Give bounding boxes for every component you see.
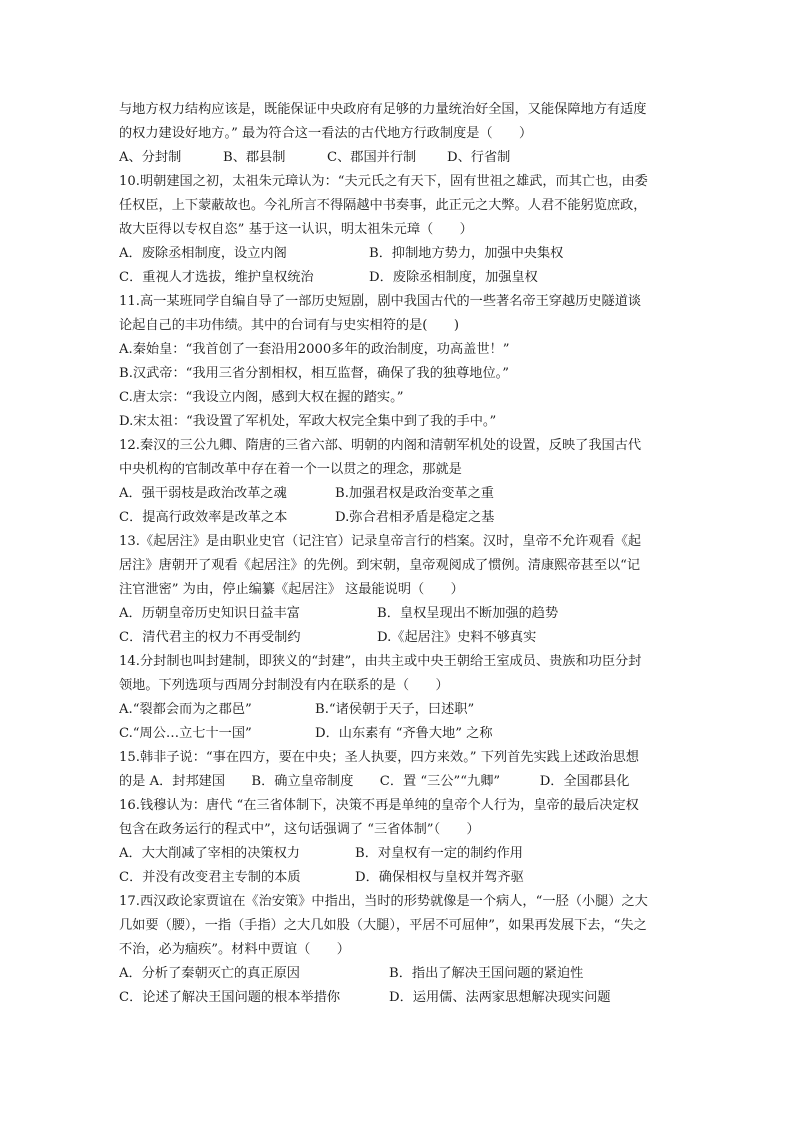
question-9	[119, 98, 679, 170]
question-list	[119, 98, 679, 1010]
option-b: B．皇权呈现出不断加强的趋势	[377, 606, 559, 621]
option-d: D.宋太祖：“我设置了军机处，军政大权完全集中到了我的手中。”	[119, 414, 497, 429]
question-11	[119, 290, 679, 434]
option-d: D.弥合君相矛盾是稳定之基	[335, 510, 495, 525]
option-d: D．山东素有 “齐鲁大地” 之称	[315, 726, 493, 741]
option-row	[119, 842, 679, 866]
option-a: A．强干弱枝是政治改革之魂	[119, 486, 287, 501]
question-text-line: 17.西汉政论家贾谊在《治安策》中指出，当时的形势就像是一个病人，“一胫（小腿）之大	[119, 894, 648, 909]
question-text-line: 包含在政务运行的程式中”，这句话强调了 “三省体制”（ ）	[119, 822, 480, 837]
option-row	[119, 698, 679, 722]
option-row	[119, 722, 679, 746]
option-c: C.唐太宗：“我设立内阁，感到大权在握的踏实。”	[119, 390, 404, 405]
option-c: C．并没有改变君主专制的本质	[119, 870, 301, 885]
question-text-line: 注官泄密” 为由，停止编纂《起居注》 这最能说明（ ）	[119, 582, 464, 597]
option-a: A．历朝皇帝历史知识日益丰富	[119, 606, 300, 621]
option-a: A、分封制	[119, 150, 182, 165]
question-text-line: 15.韩非子说：“事在四方，要在中央；圣人执要，四方来效。” 下列首先实践上述政治思想	[119, 750, 639, 765]
option-d: D.《起居注》史料不够真实	[377, 630, 537, 645]
option-b: B.汉武帝：“我用三省分割相权，相互监督，确保了我的独尊地位。”	[119, 366, 510, 381]
question-text-line: 领地。下列选项与西周分封制没有内在联系的是（ ）	[119, 678, 449, 693]
question-text-line: 任权臣，上下蒙蔽故也。今礼所言不得隔越中书奏事，此正元之大弊。人君不能躬览庶政，	[119, 198, 647, 213]
option-row	[119, 626, 679, 650]
option-b: B．对皇权有一定的制约作用	[355, 846, 523, 861]
question-text-line: 12.秦汉的三公九卿、隋唐的三省六部、明朝的内阁和清朝军机处的设置，反映了我国古代	[119, 438, 642, 453]
question-15	[119, 746, 679, 794]
question-14	[119, 650, 679, 746]
question-17	[119, 890, 679, 1010]
option-row	[119, 242, 679, 266]
question-text-line: 13.《起居注》是由职业史官（记注官）记录皇帝言行的档案。汉时，皇帝不允许观看《起	[119, 534, 642, 549]
question-text-line: 故大臣得以专权自恣” 基于这一认识，明太祖朱元璋（ ）	[119, 222, 473, 237]
option-b: B.“诸侯朝于天子，曰述职”	[315, 702, 475, 717]
option-a: A．分析了秦朝灭亡的真正原因	[119, 966, 300, 981]
option-a: A．废除丞相制度，设立内阁	[119, 246, 287, 261]
option-row	[119, 986, 679, 1010]
question-text-line: 的权力建设好地方。” 最为符合这一看法的古代地方行政制度是（ ）	[119, 126, 533, 141]
option-row	[119, 266, 679, 290]
option-d: D．废除丞相制度，加强皇权	[369, 270, 538, 285]
option-b: B．指出了解决王国问题的紧迫性	[389, 966, 584, 981]
question-13	[119, 530, 679, 650]
option-c: C．论述了解决王国问题的根本举措你	[119, 990, 341, 1005]
option-row	[119, 602, 679, 626]
option-c: C．清代君主的权力不再受制约	[119, 630, 301, 645]
question-text-line: 与地方权力结构应该是，既能保证中央政府有足够的力量统治好全国，又能保障地方有适度	[119, 102, 647, 117]
option-a: A.秦始皇：“我首创了一套沿用2000多年的政治制度，功高盖世！”	[119, 342, 510, 357]
option-row	[119, 962, 679, 986]
option-a: A．大大削减了宰相的决策权力	[119, 846, 300, 861]
question-10	[119, 170, 679, 290]
option-b: B.加强君权是政治变革之重	[335, 486, 494, 501]
option-b: B、郡县制	[223, 150, 286, 165]
option-row	[119, 866, 679, 890]
option-c: C、郡国并行制	[327, 150, 417, 165]
option-d: D．运用儒、法两家思想解决现实问题	[389, 990, 611, 1005]
question-text-line: 16.钱穆认为：唐代 “在三省体制下，决策不再是单纯的皇帝个人行为，皇帝的最后决定权	[119, 798, 639, 813]
question-text-line: 居注》唐朝开了观看《起居注》的先例。到宋朝，皇帝观阅成了惯例。清康熙帝甚至以“记	[119, 558, 641, 573]
option-b: B．抑制地方势力，加强中央集权	[369, 246, 564, 261]
option-d: D．确保相权与皇权并驾齐驱	[355, 870, 524, 885]
option-d: D、行省制	[447, 150, 511, 165]
option-c: C.“周公…立七十一国”	[119, 726, 252, 741]
question-text-line: 几如要（腰），一指（手指）之大几如股（大腿），平居不可屈伸”，如果再发展下去，“失之	[119, 918, 647, 933]
question-options-line: 的是 A．封邦建国 B．确立皇帝制度 C．置 “三公”“九卿” D．全国郡县化	[119, 774, 630, 789]
question-text-line: 不治，必为痼疾”。材料中贾谊（ ）	[119, 942, 350, 957]
option-row	[119, 146, 679, 170]
option-c: C．重视人才选拔，维护皇权统治	[119, 270, 314, 285]
question-12	[119, 434, 679, 530]
question-text-line: 14.分封制也叫封建制，即狭义的“封建”，由共主或中央王朝给王室成员、贵族和功臣分封	[119, 654, 642, 669]
option-row	[119, 506, 679, 530]
option-c: C．提高行政效率是改革之本	[119, 510, 288, 525]
option-a: A.“裂都会而为之郡邑”	[119, 702, 252, 717]
question-text-line: 11.高一某班同学自编自导了一部历史短剧，剧中我国古代的一些著名帝王穿越历史隧道谈	[119, 294, 642, 309]
question-text-line: 中央机构的官制改革中存在着一个一以贯之的理念，那就是	[119, 462, 462, 477]
question-text-line: 10.明朝建国之初，太祖朱元璋认为：“夫元氏之有天下，固有世祖之雄武，而其亡也，由委	[119, 174, 648, 189]
question-text-line: 论起自己的丰功伟绩。其中的台词有与史实相符的是( )	[119, 318, 459, 333]
question-16	[119, 794, 679, 890]
option-row	[119, 482, 679, 506]
